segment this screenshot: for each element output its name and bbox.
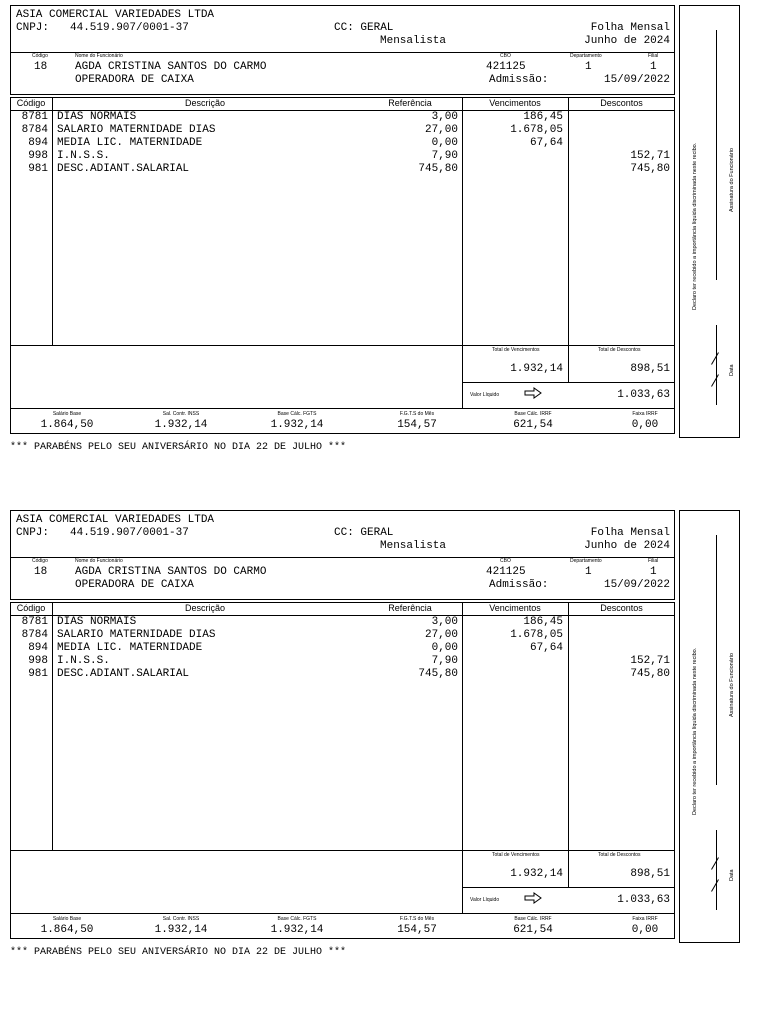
cell-description: DIAS NORMAIS <box>57 616 137 628</box>
cell-earnings: 1.678,05 <box>510 629 563 641</box>
cell-description: DESC.ADIANT.SALARIAL <box>57 668 190 680</box>
branch-value: 1 <box>650 61 657 73</box>
cell-earnings: 67,64 <box>529 642 563 654</box>
cell-code: 894 <box>28 137 48 149</box>
divider <box>568 97 569 382</box>
employee-name: AGDA CRISTINA SANTOS DO CARMO <box>75 566 267 578</box>
cell-code: 8784 <box>21 124 48 136</box>
signature-line <box>716 535 717 785</box>
admission-label: Admissão: <box>489 74 549 86</box>
company-name: ASIA COMERCIAL VARIEDADES LTDA <box>16 9 215 21</box>
employee-name-label: Nome do Funcionário <box>75 558 123 564</box>
base-label: Salário Base <box>52 916 82 922</box>
date-label: Data <box>729 364 735 376</box>
divider <box>10 345 675 346</box>
period: Junho de 2024 <box>584 540 670 552</box>
arrow-right-icon <box>524 387 542 399</box>
column-header-earnings: Vencimentos <box>489 98 541 108</box>
divider <box>10 850 675 851</box>
cell-reference: 27,00 <box>424 124 458 136</box>
column-header-deductions: Descontos <box>600 98 643 108</box>
birthday-message: *** PARABÉNS PELO SEU ANIVERSÁRIO NO DIA 22 DE JULHO *** <box>10 442 347 453</box>
cell-description: DIAS NORMAIS <box>57 111 137 123</box>
cell-reference: 7,90 <box>431 150 458 162</box>
cnpj-value: 44.519.907/0001-37 <box>70 527 189 539</box>
cell-reference: 7,90 <box>431 655 458 667</box>
cell-reference: 3,00 <box>431 616 458 628</box>
cell-reference: 745,80 <box>418 668 458 680</box>
base-value: 154,57 <box>397 924 437 936</box>
base-label: Base Cálc. FGTS <box>277 916 317 922</box>
net-pay-label: Valor Líquido <box>470 897 500 903</box>
column-header-earnings: Vencimentos <box>489 603 541 613</box>
cell-code: 8784 <box>21 629 48 641</box>
department-value: 1 <box>585 61 592 73</box>
divider <box>10 913 675 914</box>
date-label: Data <box>729 869 735 881</box>
branch-label: Filial <box>648 558 659 564</box>
signature-label: Assinatura do Funcionário <box>729 653 735 717</box>
divider <box>462 382 675 383</box>
cell-deductions: 152,71 <box>630 655 670 667</box>
base-value: 1.932,14 <box>154 924 208 936</box>
base-value: 621,54 <box>513 924 553 936</box>
base-label: Faixa IRRF <box>632 916 658 922</box>
total-deductions-label: Total de Descontos <box>598 347 641 353</box>
cell-earnings: 1.678,05 <box>510 124 563 136</box>
signature-line <box>716 30 717 280</box>
cost-center: CC: GERAL <box>334 527 394 539</box>
department-label: Departamento <box>570 53 602 59</box>
base-value: 0,00 <box>631 924 659 936</box>
department-label: Departamento <box>570 558 602 564</box>
employee-role: OPERADORA DE CAIXA <box>75 579 194 591</box>
cell-earnings: 186,45 <box>523 616 563 628</box>
document-title: Folha Mensal <box>590 22 670 34</box>
cbo-value: 421125 <box>486 61 526 73</box>
birthday-message: *** PARABÉNS PELO SEU ANIVERSÁRIO NO DIA 22 DE JULHO *** <box>10 947 347 958</box>
employee-role: OPERADORA DE CAIXA <box>75 74 194 86</box>
employee-code: 18 <box>34 61 48 73</box>
cell-reference: 0,00 <box>431 137 458 149</box>
employee-type: Mensalista <box>380 540 447 552</box>
cnpj-value: 44.519.907/0001-37 <box>70 22 189 34</box>
cell-code: 998 <box>28 150 48 162</box>
total-deductions-label: Total de Descontos <box>598 852 641 858</box>
cell-code: 981 <box>28 163 48 175</box>
declaration-text: Declaro ter recebido a importância líquida discriminada neste recibo. <box>692 647 698 815</box>
cell-code: 998 <box>28 655 48 667</box>
divider <box>462 887 675 888</box>
column-header-description: Descrição <box>184 603 225 613</box>
total-deductions: 898,51 <box>630 363 670 375</box>
column-header-reference: Referência <box>388 603 432 613</box>
cell-description: SALARIO MATERNIDADE DIAS <box>57 629 216 641</box>
cell-description: DESC.ADIANT.SALARIAL <box>57 163 190 175</box>
employee-name: AGDA CRISTINA SANTOS DO CARMO <box>75 61 267 73</box>
base-value: 621,54 <box>513 419 553 431</box>
admission-date: 15/09/2022 <box>603 74 670 86</box>
column-header-description: Descrição <box>184 98 225 108</box>
base-value: 0,00 <box>631 419 659 431</box>
employee-code-label: Código <box>32 558 48 564</box>
payslip <box>0 505 768 965</box>
document-title: Folha Mensal <box>590 527 670 539</box>
cell-earnings: 67,64 <box>529 137 563 149</box>
cell-earnings: 186,45 <box>523 111 563 123</box>
divider <box>10 408 675 409</box>
base-value: 1.932,14 <box>154 419 208 431</box>
admission-label: Admissão: <box>489 579 549 591</box>
employee-code: 18 <box>34 566 48 578</box>
employee-name-label: Nome do Funcionário <box>75 53 123 59</box>
base-value: 1.864,50 <box>40 924 94 936</box>
divider <box>52 602 53 850</box>
cell-reference: 3,00 <box>431 111 458 123</box>
total-deductions: 898,51 <box>630 868 670 880</box>
cell-description: MEDIA LIC. MATERNIDADE <box>57 642 203 654</box>
cnpj-label: CNPJ: <box>16 527 50 539</box>
base-value: 1.932,14 <box>270 924 324 936</box>
employee-type: Mensalista <box>380 35 447 47</box>
total-earnings-label: Total de Vencimentos <box>492 347 540 353</box>
cbo-value: 421125 <box>486 566 526 578</box>
company-name: ASIA COMERCIAL VARIEDADES LTDA <box>16 514 215 526</box>
cell-description: I.N.S.S. <box>57 655 110 667</box>
column-header-deductions: Descontos <box>600 603 643 613</box>
payslip <box>0 0 768 460</box>
base-label: F.G.T.S do Mês <box>399 411 435 417</box>
admission-date: 15/09/2022 <box>603 579 670 591</box>
total-earnings-label: Total de Vencimentos <box>492 852 540 858</box>
net-pay-label: Valor Líquido <box>470 392 500 398</box>
cell-reference: 27,00 <box>424 629 458 641</box>
date-line <box>716 325 717 405</box>
cell-code: 8781 <box>21 616 48 628</box>
base-label: Base Cálc. IRRF <box>514 916 552 922</box>
total-earnings: 1.932,14 <box>510 868 563 880</box>
period: Junho de 2024 <box>584 35 670 47</box>
cell-reference: 745,80 <box>418 163 458 175</box>
cell-reference: 0,00 <box>431 642 458 654</box>
cell-deductions: 745,80 <box>630 668 670 680</box>
cell-code: 8781 <box>21 111 48 123</box>
cost-center: CC: GERAL <box>334 22 394 34</box>
base-label: Faixa IRRF <box>632 411 658 417</box>
date-line <box>716 830 717 910</box>
branch-label: Filial <box>648 53 659 59</box>
base-label: Base Cálc. FGTS <box>277 411 317 417</box>
cnpj-label: CNPJ: <box>16 22 50 34</box>
signature-label: Assinatura do Funcionário <box>729 148 735 212</box>
branch-value: 1 <box>650 566 657 578</box>
declaration-text: Declaro ter recebido a importância líquida discriminada neste recibo. <box>692 142 698 310</box>
cbo-label: CBO <box>500 53 511 59</box>
base-value: 154,57 <box>397 419 437 431</box>
cell-description: I.N.S.S. <box>57 150 110 162</box>
cell-deductions: 745,80 <box>630 163 670 175</box>
cbo-label: CBO <box>500 558 511 564</box>
column-header-reference: Referência <box>388 98 432 108</box>
base-label: Sal. Contr. INSS <box>162 916 200 922</box>
base-label: F.G.T.S do Mês <box>399 916 435 922</box>
cell-description: SALARIO MATERNIDADE DIAS <box>57 124 216 136</box>
base-label: Sal. Contr. INSS <box>162 411 200 417</box>
column-header-code: Código <box>16 603 46 613</box>
cell-description: MEDIA LIC. MATERNIDADE <box>57 137 203 149</box>
column-header-code: Código <box>16 98 46 108</box>
base-label: Base Cálc. IRRF <box>514 411 552 417</box>
cell-code: 981 <box>28 668 48 680</box>
base-value: 1.864,50 <box>40 419 94 431</box>
base-value: 1.932,14 <box>270 419 324 431</box>
total-earnings: 1.932,14 <box>510 363 563 375</box>
net-pay: 1.033,63 <box>617 894 670 906</box>
arrow-right-icon <box>524 892 542 904</box>
net-pay: 1.033,63 <box>617 389 670 401</box>
employee-code-label: Código <box>32 53 48 59</box>
divider <box>568 602 569 887</box>
department-value: 1 <box>585 566 592 578</box>
base-label: Salário Base <box>52 411 82 417</box>
divider <box>52 97 53 345</box>
cell-code: 894 <box>28 642 48 654</box>
cell-deductions: 152,71 <box>630 150 670 162</box>
